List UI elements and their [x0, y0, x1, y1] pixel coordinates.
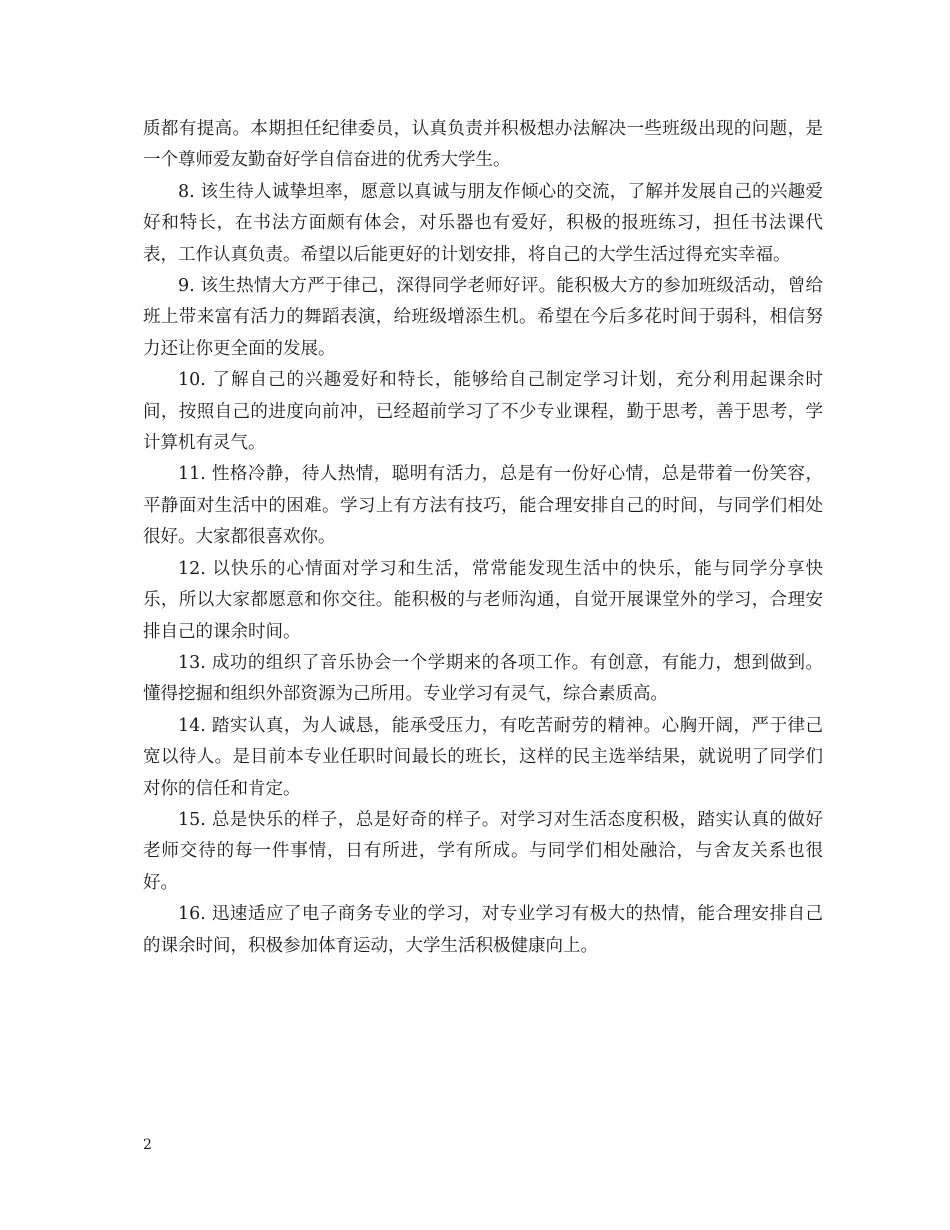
paragraph-item-11: 11. 性格冷静，待人热情，聪明有活力，总是有一份好心情，总是带着一份笑容，平静面对生活中的困难。学习上有方法有技巧，能合理安排自己的时间，与同学们相处很好。大家都很喜欢你。	[143, 464, 823, 548]
paragraph-item-16: 16. 迅速适应了电子商务专业的学习，对专业学习有极大的热情，能合理安排自己的课余时间，积极参加体育运动，大学生活积极健康向上。	[143, 904, 823, 956]
paragraph-item-10: 10. 了解自己的兴趣爱好和特长，能够给自己制定学习计划，充分利用起课余时间，按照自己的进度向前冲，已经超前学习了不少专业课程，勤于思考，善于思考，学计算机有灵气。	[143, 370, 823, 454]
paragraph-continued: 质都有提高。本期担任纪律委员，认真负责并积极想办法解决一些班级出现的问题，是一个尊师爱友勤奋好学自信奋进的优秀大学生。	[143, 119, 823, 171]
paragraph-item-13: 13. 成功的组织了音乐协会一个学期来的各项工作。有创意，有能力，想到做到。懂得挖掘和组织外部资源为己所用。专业学习有灵气，综合素质高。	[143, 652, 823, 705]
paragraph-item-9: 9. 该生热情大方严于律己，深得同学老师好评。能积极大方的参加班级活动，曾给班上带来富有活力的舞蹈表演，给班级增添生机。希望在今后多花时间于弱科，相信努力还让你更全面的发展。	[143, 276, 823, 359]
paragraph-item-8: 8. 该生待人诚挚坦率，愿意以真诚与朋友作倾心的交流，了解并发展自己的兴趣爱好和特长，在书法方面颇有体会，对乐器也有爱好，积极的报班练习，担任书法课代表，工作认真负责。希望以后能更好的计划安排，将自己的大学生活过得充实幸福。	[143, 181, 823, 265]
paragraph-item-15: 15. 总是快乐的样子，总是好奇的样子。对学习对生活态度积极，踏实认真的做好老师交待的每一件事情，日有所进，学有所成。与同学们相处融洽，与舍友关系也很好。	[143, 809, 823, 893]
paragraph-item-14: 14. 踏实认真，为人诚恳，能承受压力，有吃苦耐劳的精神。心胸开阔，严于律己宽以待人。是目前本专业任职时间最长的班长，这样的民主选举结果，就说明了同学们对你的信任和肯定。	[143, 715, 823, 799]
document-body	[143, 114, 823, 962]
page-number: 2	[143, 1137, 152, 1153]
paragraph-item-12: 12. 以快乐的心情面对学习和生活，常常能发现生活中的快乐，能与同学分享快乐，所以大家都愿意和你交往。能积极的与老师沟通，自觉开展课堂外的学习，合理安排自己的课余时间。	[143, 558, 823, 642]
